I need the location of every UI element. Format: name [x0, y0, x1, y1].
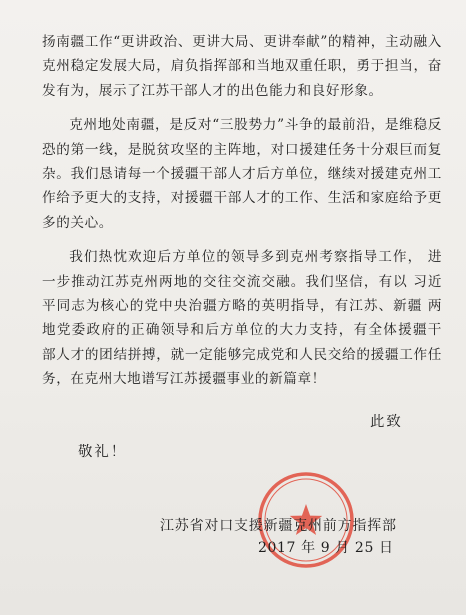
text-line: 务，在克州大地谱写江苏援疆事业的新篇章！ [42, 371, 326, 388]
text-line: 作给予更大的支持，对援疆干部人才的工作、生活和家庭给予更 [42, 190, 442, 207]
closing-jingli: 敬礼！ [78, 444, 128, 460]
closing-cizhi: 此致 [370, 414, 403, 430]
text-line: 杂。我们恳请每一个援疆干部人才后方单位，继续对援建克州工 [42, 166, 442, 183]
text-line: 多的关心。 [42, 214, 113, 231]
signature-date: 2017 年 9 月 25 日 [258, 540, 394, 556]
text-line: 进一步推动江苏克州两地的交往交流交融。我们坚信，有以 [42, 249, 443, 290]
text-line: 部人才的团结拼搏，就一定能够完成党和人民交给的援疆工作任 [42, 346, 442, 363]
text-line: 扬南疆工作“更讲政治、更讲大局、更讲奉献”的精神，主动融入 [42, 34, 442, 50]
text-line: 克州地处南疆，是反对“三股势力”斗争的最前沿，是维稳反 [69, 117, 442, 134]
text-line: 克州稳定发展大局，肩负指挥部和当地双重任职，勇于担当，奋 [42, 58, 442, 75]
text-line: 恐的第一线，是脱贫攻坚的主阵地，对口援建任务十分艰巨而复 [42, 141, 442, 158]
signature-org: 江苏省对口支援新疆克州前方指挥部 [160, 518, 397, 534]
text-line: 习近平同志为核心的党中央治疆方略的英明指导，有江苏、新疆 [42, 273, 443, 315]
paragraph-2 [42, 113, 442, 235]
closing [0, 410, 466, 470]
text-line: 我们热忱欢迎后方单位的领导多到克州考察指导工作， [69, 249, 423, 266]
text-line: 两地党委政府的正确领导和后方单位的大力支持，有全体援疆干 [42, 298, 443, 339]
paragraph-1 [42, 30, 442, 103]
text-line: 发有为，展示了江苏干部人才的出色能力和良好形象。 [42, 82, 383, 99]
paragraph-3 [42, 245, 442, 391]
letter-body [42, 30, 442, 392]
